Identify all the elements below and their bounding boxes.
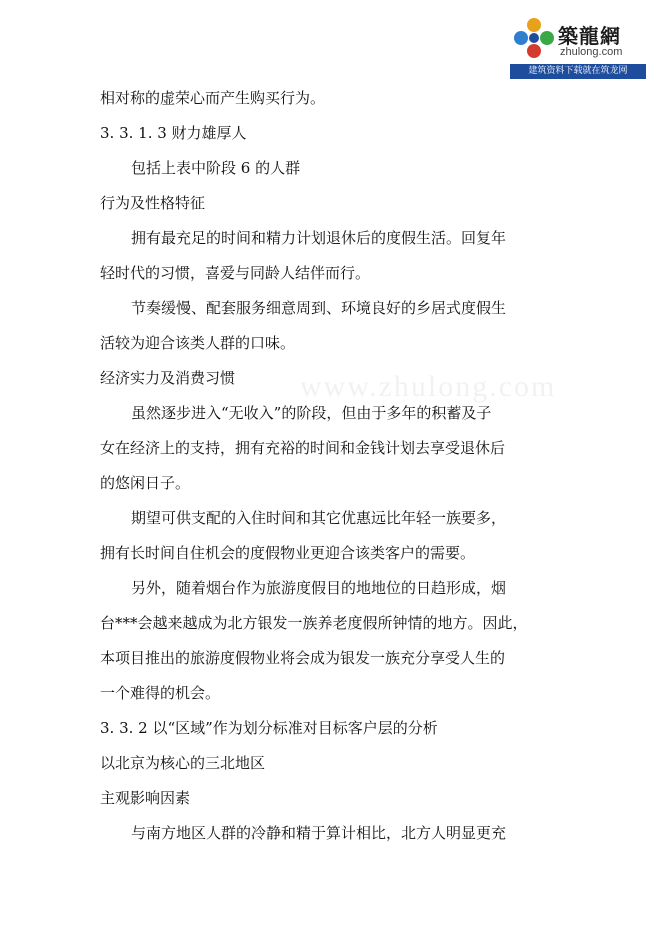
text-line: 台***会越来越成为北方银发一族养老度假所钟情的地方。因此， (100, 614, 528, 632)
zhulong-logo[interactable] (510, 14, 646, 80)
section-heading: 3. 3. 2 以“区域”作为划分标准对目标客户层的分析 (100, 719, 438, 737)
text-line: 与南方地区人群的冷静和精于算计相比，北方人明显更充 (131, 824, 507, 842)
subheading: 主观影响因素 (100, 789, 191, 807)
text-line: 一个难得的机会。 (100, 684, 221, 702)
watermark: www.zhulong.com (300, 370, 557, 403)
text-line: 包括上表中阶段 6 的人群 (131, 159, 301, 177)
text-line: 期望可供支配的入住时间和其它优惠远比年轻一族要多， (131, 509, 507, 527)
zhulong-logo-icon (512, 16, 556, 60)
text-line: 相对称的虚荣心而产生购买行为。 (100, 89, 326, 107)
logo-brand-cn: 築龍網 (558, 24, 621, 48)
text-line: 虽然逐步进入“无收入”的阶段，但由于多年的积蓄及子 (131, 404, 492, 422)
text-line: 节奏缓慢、配套服务细意周到、环境良好的乡居式度假生 (131, 299, 507, 317)
text-line: 另外，随着烟台作为旅游度假目的地地位的日趋形成，烟 (131, 579, 507, 597)
subheading: 经济实力及消费习惯 (100, 369, 236, 387)
text-line: 拥有长时间自住机会的度假物业更迎合该类客户的需要。 (100, 544, 476, 562)
text-line: 活较为迎合该类人群的口味。 (100, 334, 296, 352)
subheading: 以北京为核心的三北地区 (100, 754, 266, 772)
subheading: 行为及性格特征 (100, 194, 206, 212)
text-line: 女在经济上的支持，拥有充裕的时间和金钱计划去享受退休后 (100, 439, 506, 457)
text-line: 轻时代的习惯，喜爱与同龄人结伴而行。 (100, 264, 371, 282)
section-heading: 3. 3. 1. 3 财力雄厚人 (100, 124, 247, 142)
text-line: 本项目推出的旅游度假物业将会成为银发一族充分享受人生的 (100, 649, 506, 667)
logo-slogan: 建筑资料下载就在筑龙网 (510, 64, 646, 79)
text-line: 的悠闲日子。 (100, 474, 191, 492)
text-line: 拥有最充足的时间和精力计划退休后的度假生活。回复年 (131, 229, 507, 247)
logo-brand-en: zhulong.com (560, 46, 623, 58)
